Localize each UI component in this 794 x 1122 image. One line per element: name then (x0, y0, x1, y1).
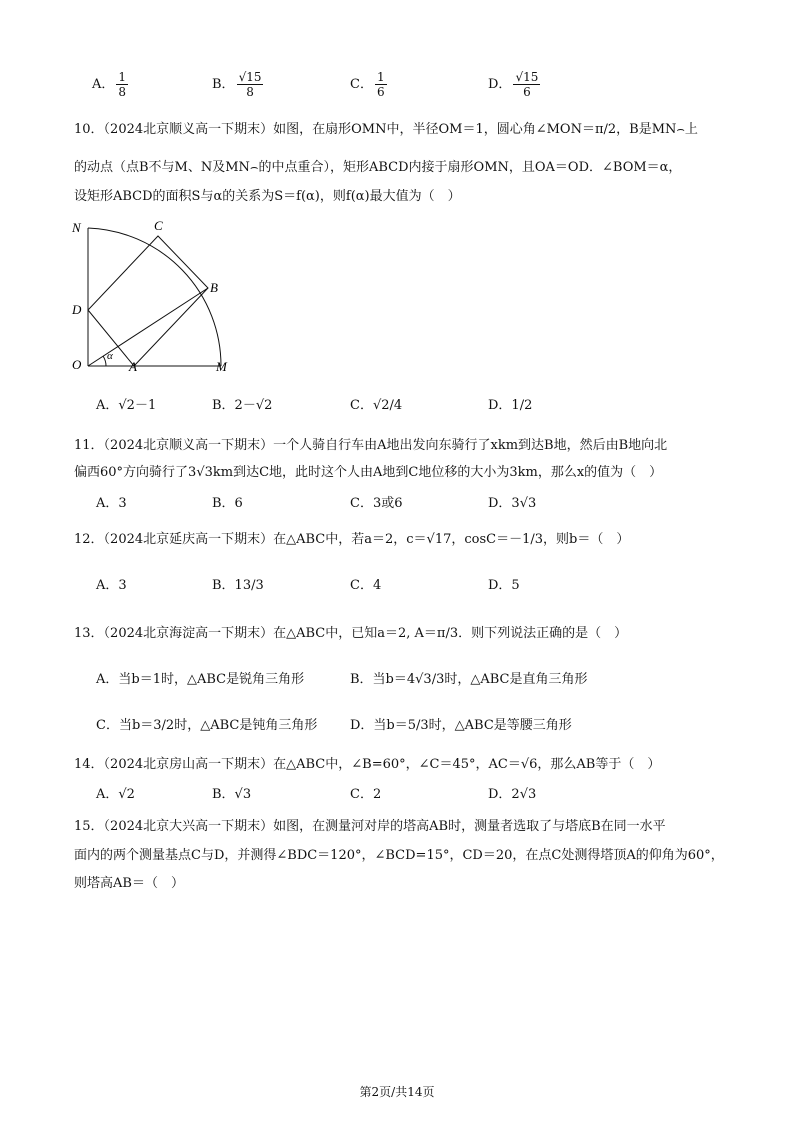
q10-sector-figure (66, 218, 236, 378)
q10-option-c: C．√2/4 (350, 398, 403, 413)
q15-stem-line-2: 面内的两个测量基点C与D，并测得∠BDC＝120°，∠BCD=15°，CD＝20，在点C处测得塔顶A的仰角为60°， (74, 848, 724, 863)
q13-stem-line-1: 13．（2024北京海淀高一下期末）在△ABC中，已知a＝2, A＝π/3．则下列说法正确的是（ ） (74, 626, 628, 641)
label-o: O (72, 357, 82, 372)
label-b: B (210, 280, 218, 295)
label-c: C (154, 218, 163, 233)
q10-option-d: D．1/2 (488, 398, 533, 413)
q9-option-d: D． $\frac{√15}{6}$ (488, 70, 539, 99)
q11-stem-line-2: 偏西60°方向骑行了3√3km到达C地，此时这个人由A地到C地位移的大小为3km，那么x的值为（ ） (74, 465, 663, 480)
q9-option-a: A． $\frac{1}{8}$ (92, 70, 127, 99)
label-d: D (72, 302, 82, 317)
q13-option-b: B．当b＝4√3/3时，△ABC是直角三角形 (350, 672, 588, 687)
q14-option-d: D．2√3 (488, 787, 537, 802)
arc-mn (88, 228, 221, 366)
q13-option-a: A．当b＝1时，△ABC是锐角三角形 (96, 672, 305, 687)
q14-stem-line-1: 14．（2024北京房山高一下期末）在△ABC中，∠B=60°，∠C＝45°，AC＝√6，那么AB等于（ ） (74, 757, 661, 772)
q11-option-d: D．3√3 (488, 496, 537, 511)
q10-stem-line-2: 的动点（点B不与M、N及MN⌢的中点重合），矩形ABCD内接于扇形OMN，且OA＝OD．∠BOM＝α， (74, 160, 682, 175)
q11-stem-line-1: 11．（2024北京顺义高一下期末）一个人骑自行车由A地出发向东骑行了xkm到达B地，然后由B地向北 (74, 438, 668, 453)
angle-alpha-mark (103, 356, 106, 366)
page-number: 第2页/共14页 (359, 1085, 435, 1099)
q11-option-b: B．6 (212, 496, 243, 511)
rectangle-abcd (88, 236, 208, 366)
label-m: M (216, 359, 227, 374)
q12-option-d: D．5 (488, 578, 520, 593)
q11-option-c: C．3或6 (350, 496, 403, 511)
q13-option-c: C．当b＝3/2时，△ABC是钝角三角形 (96, 718, 318, 733)
q12-stem-line-1: 12．（2024北京延庆高一下期末）在△ABC中，若a＝2，c＝√17，cosC＝－1/3，则b＝（ ） (74, 532, 630, 547)
q14-option-b: B．√3 (212, 787, 252, 802)
q14-option-c: C．2 (350, 787, 382, 802)
q9-option-c: C． $\frac{1}{6}$ (350, 70, 385, 99)
label-alpha: α (107, 350, 113, 362)
q9-option-b: B． $\frac{√15}{8}$ (212, 70, 262, 99)
q12-option-c: C．4 (350, 578, 382, 593)
q15-stem-line-1: 15．（2024北京大兴高一下期末）如图，在测量河对岸的塔高AB时，测量者选取了与塔底B在同一水平 (74, 819, 666, 834)
q10-option-b: B．2－√2 (212, 398, 273, 413)
q10-stem-line-1: 10．（2024北京顺义高一下期末）如图，在扇形OMN中，半径OM＝1，圆心角∠MON＝π/2，B是MN⌢上 (74, 122, 698, 137)
q11-option-a: A．3 (96, 496, 127, 511)
label-a: A (129, 359, 137, 374)
segment-ob (88, 288, 208, 366)
q13-option-d: D．当b＝5/3时，△ABC是等腰三角形 (350, 718, 572, 733)
q10-option-a: A．√2－1 (96, 398, 157, 413)
q12-option-a: A．3 (96, 578, 127, 593)
label-n: N (72, 220, 81, 235)
q14-option-a: A．√2 (96, 787, 135, 802)
q15-stem-line-3: 则塔高AB＝（ ） (74, 876, 184, 891)
q10-stem-line-3: 设矩形ABCD的面积S与α的关系为S＝f(α)，则f(α)最大值为（ ） (74, 189, 461, 204)
q12-option-b: B．13/3 (212, 578, 264, 593)
